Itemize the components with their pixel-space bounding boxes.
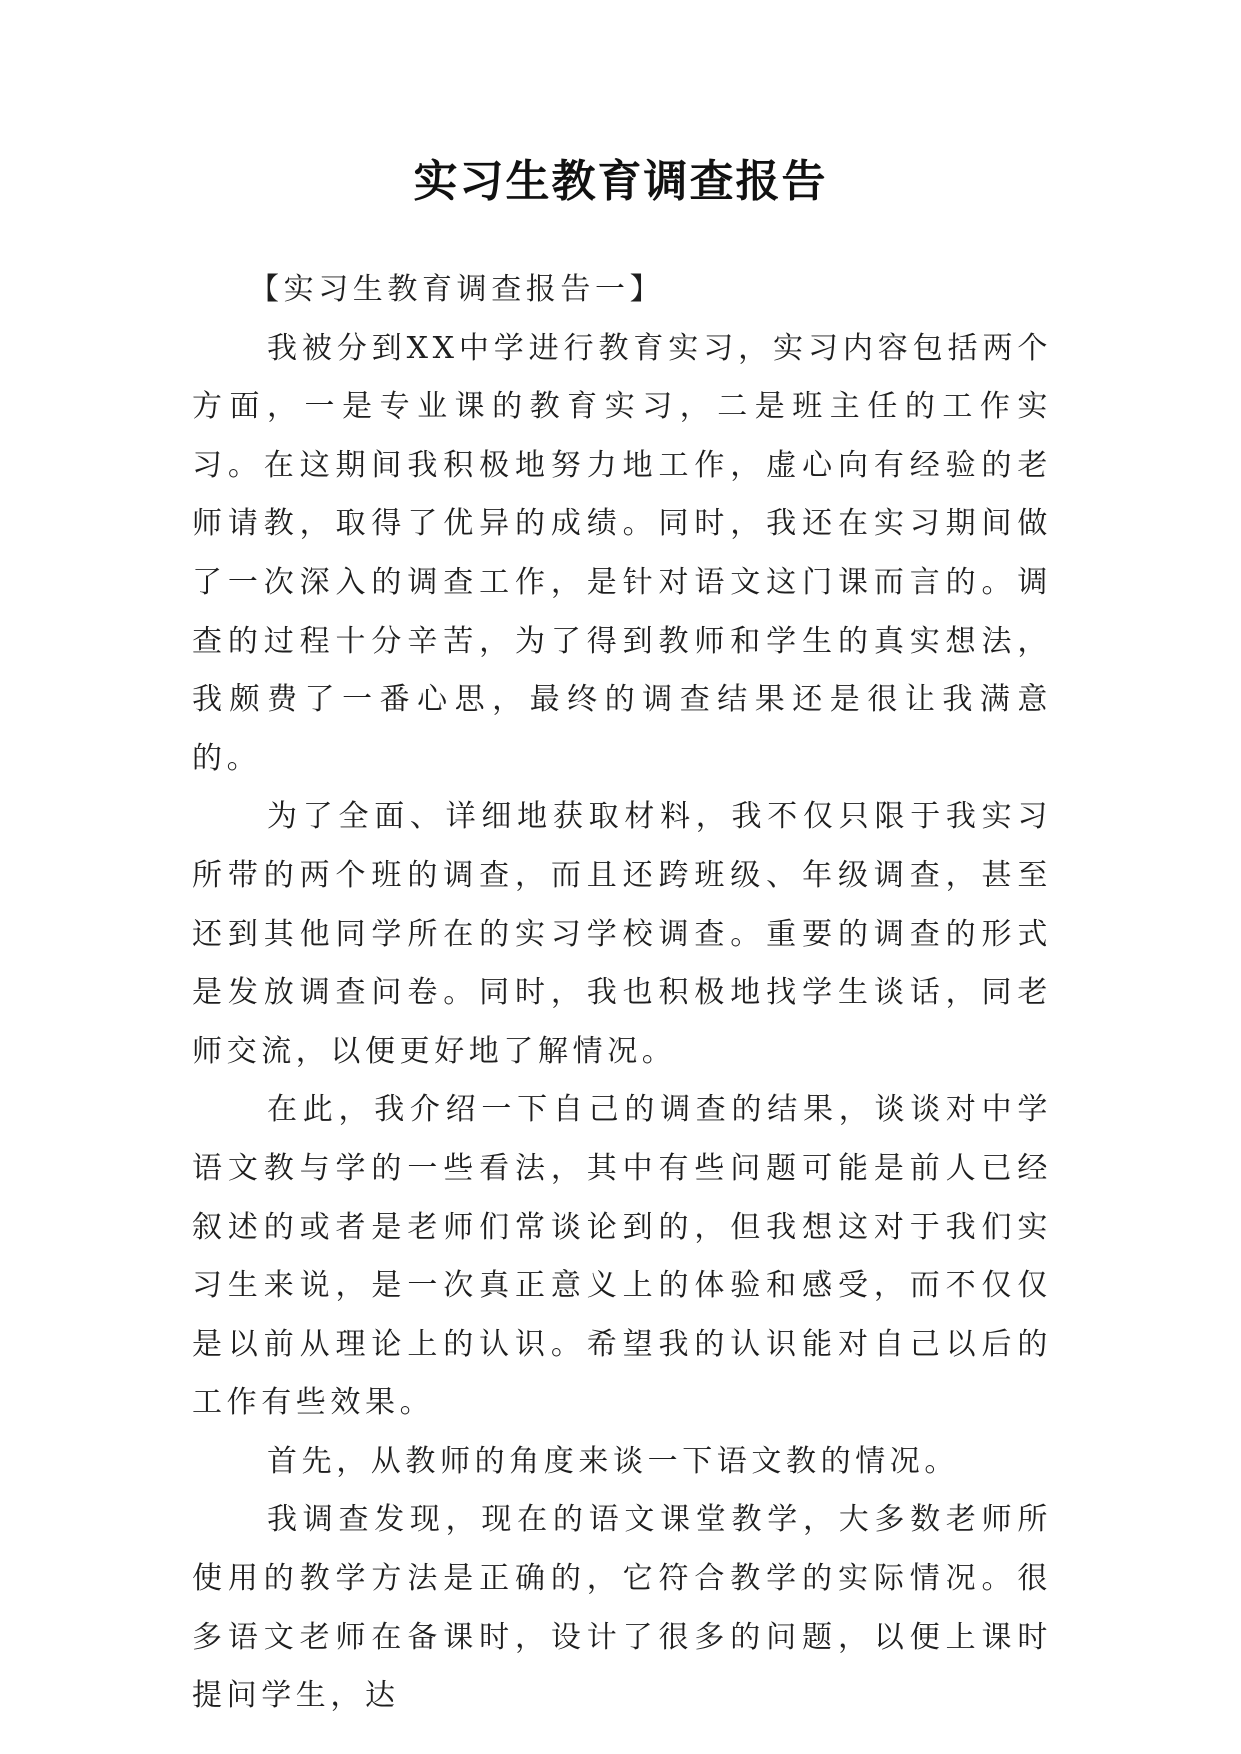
document-title: 实习生教育调查报告 (413, 156, 828, 207)
paragraph-1: 我被分到XX中学进行教育实习，实习内容包括两个方面，一是专业课的教育实习，二是班主任的工作实习。在这期间我积极地努力地工作，虚心向有经验的老师请教，取得了优异的成绩。同时，我还在实习期间做了一次深入的调查工作，是针对语文这门课而言的。调查的过程十分辛苦，为了得到教师和学生的真实想法，我颇费了一番心思，最终的调查结果还是很让我满意的。 (192, 330, 1052, 776)
section-heading: 【实习生教育调查报告一】 (249, 272, 665, 307)
document-body (192, 261, 1052, 1726)
paragraph-5: 我调查发现，现在的语文课堂教学，大多数老师所使用的教学方法是正确的，它符合教学的实际情况。很多语文老师在备课时，设计了很多的问题，以便上课时提问学生，达 (192, 1502, 1052, 1714)
paragraph-4: 首先，从教师的角度来谈一下语文教的情况。 (267, 1443, 959, 1479)
paragraph-3: 在此，我介绍一下自己的调查的结果，谈谈对中学语文教与学的一些看法，其中有些问题可能是前人已经叙述的或者是老师们常谈论到的，但我想这对于我们实习生来说，是一次真正意义上的体验和感受，而不仅仅是以前从理论上的认识。希望我的认识能对自己以后的工作有些效果。 (192, 1092, 1052, 1421)
paragraph-2: 为了全面、详细地获取材料，我不仅只限于我实习所带的两个班的调查，而且还跨班级、年级调查，甚至还到其他同学所在的实习学校调查。重要的调查的形式是发放调查问卷。同时，我也积极地找学生谈话，同老师交流，以便更好地了解情况。 (192, 799, 1052, 1069)
